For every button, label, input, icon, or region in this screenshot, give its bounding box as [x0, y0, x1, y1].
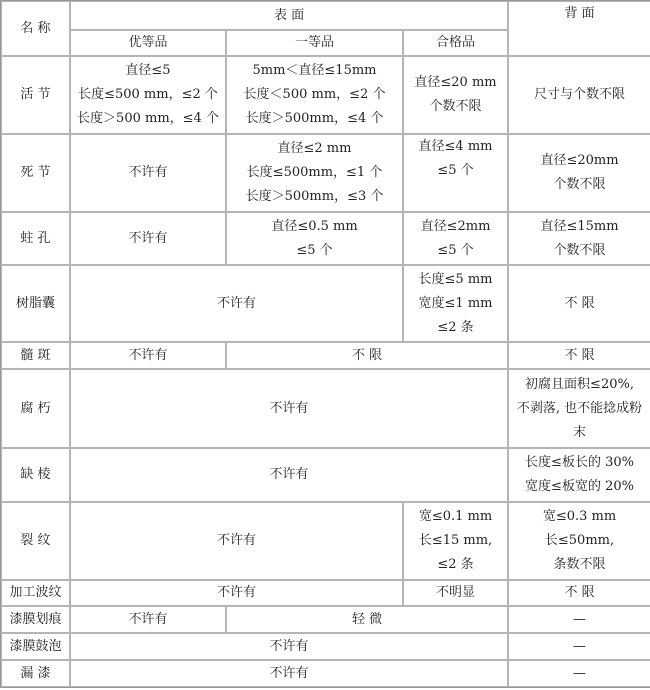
cell — [70, 56, 226, 134]
cell — [70, 660, 508, 687]
cell-text: 裂 纹 — [20, 533, 51, 548]
row-name — [1, 56, 70, 134]
cell-text: 长度＞500 mm，≤4 个 — [77, 111, 219, 126]
grade2-text: 一等品 — [294, 35, 334, 50]
cell-text: 漆膜划痕 — [9, 611, 62, 627]
cell — [508, 448, 650, 502]
header-surface — [70, 1, 508, 30]
cell-text: 不许有 — [216, 295, 256, 311]
table-row — [1, 134, 650, 212]
row-name — [1, 212, 70, 265]
cell-text: 髓 斑 — [20, 347, 51, 363]
cell-text: 不许有 — [269, 400, 309, 416]
cell — [403, 134, 508, 212]
cell-text: 死 节 — [20, 165, 51, 180]
cell-text: 树脂囊 — [15, 295, 55, 311]
cell-text: 轻 微 — [351, 611, 383, 627]
cell-text: 腐 朽 — [20, 400, 51, 416]
cell — [403, 212, 508, 265]
cell-text: 直径≤15mm — [540, 218, 619, 234]
cell-text: 不许有 — [128, 347, 168, 363]
header-grade1 — [70, 30, 226, 56]
cell — [226, 212, 403, 265]
cell — [403, 265, 508, 342]
cell-text: 长度≤500mm，≤1 个 — [246, 165, 383, 180]
row-name — [1, 342, 70, 369]
cell-text: 不许有 — [128, 611, 168, 627]
cell-text: 长度＞500mm，≤4 个 — [245, 111, 384, 126]
cell — [226, 606, 508, 633]
cell-text: 不许有 — [216, 533, 256, 548]
cell — [226, 342, 508, 369]
cell — [70, 606, 226, 633]
row-name — [1, 606, 70, 633]
cell-text: 宽度≤板宽的 20% — [525, 479, 634, 494]
row-name — [1, 633, 70, 660]
cell-text: 初腐且面积≤20%, — [525, 376, 634, 392]
table-row — [1, 502, 650, 580]
cell — [70, 212, 226, 265]
cell — [70, 633, 508, 660]
table-row — [1, 606, 650, 633]
cell-text: — — [573, 638, 587, 654]
cell-text: 缺 棱 — [20, 467, 51, 482]
cell-text: 不许有 — [128, 230, 168, 246]
table-row — [1, 660, 650, 687]
cell — [508, 633, 650, 660]
cell — [70, 134, 226, 212]
cell-text: 长度＜500 mm，≤2 个 — [243, 87, 386, 102]
cell — [70, 369, 508, 448]
cell-text: ≤5 个 — [437, 242, 474, 258]
cell-text: ≤2 条 — [437, 319, 474, 335]
cell — [70, 502, 403, 580]
row-name — [1, 660, 70, 687]
cell-text: 直径≤2 mm — [277, 141, 352, 156]
cell-text: 直径≤0.5 mm — [271, 218, 358, 234]
cell-text: 个数不限 — [429, 99, 482, 114]
cell-text: 漆膜鼓泡 — [9, 638, 62, 654]
cell-text: 漏 漆 — [20, 665, 51, 681]
cell-text: 长度≤板长的 30% — [525, 455, 634, 470]
cell-text: 条数不限 — [553, 557, 606, 572]
cell — [70, 448, 508, 502]
table-row — [1, 212, 650, 265]
cell — [226, 56, 403, 134]
row-name — [1, 134, 70, 212]
header-name-text: 名 称 — [20, 20, 51, 36]
cell-text: 尺寸与个数不限 — [534, 87, 626, 102]
cell-text: 不 限 — [564, 295, 595, 311]
table-row — [1, 369, 650, 448]
cell-text: 不 限 — [564, 585, 595, 600]
cell-text: 长度≤500 mm，≤2 个 — [78, 87, 218, 102]
cell — [403, 502, 508, 580]
row-name — [1, 580, 70, 606]
header-name — [1, 1, 70, 56]
table-row — [1, 580, 650, 606]
cell — [508, 606, 650, 633]
cell-text: 个数不限 — [553, 177, 606, 192]
cell — [70, 342, 226, 369]
cell-text: 不许有 — [269, 638, 309, 654]
cell-text: ≤2 条 — [437, 557, 474, 572]
table-row — [1, 633, 650, 660]
cell-text: 蛀 孔 — [20, 230, 51, 246]
header-grade3 — [403, 30, 508, 56]
cell-text: 长度＞500mm，≤3 个 — [245, 189, 384, 204]
cell — [508, 369, 650, 448]
table-row — [1, 265, 650, 342]
cell — [508, 502, 650, 580]
cell-text: 直径≤5 — [125, 63, 171, 78]
cell — [403, 580, 508, 606]
cell-text: 不 限 — [351, 347, 383, 363]
grade3-text: 合格品 — [436, 35, 476, 50]
cell-text: 不明显 — [436, 585, 476, 600]
cell — [508, 580, 650, 606]
cell-text: 末 — [573, 424, 587, 440]
cell — [508, 134, 650, 212]
cell — [70, 265, 403, 342]
cell-text: 直径≤20mm — [540, 153, 619, 168]
cell-text: 不 限 — [564, 347, 595, 363]
row-name — [1, 265, 70, 342]
header-back — [508, 1, 650, 56]
cell-text: ≤5 个 — [437, 163, 474, 178]
cell-text: 宽≤0.3 mm — [542, 509, 617, 524]
cell-text: 不剥落, 也不能捻成粉 — [516, 400, 643, 416]
header-grade2 — [226, 30, 403, 56]
cell-text: 不许有 — [128, 165, 168, 180]
cell — [508, 342, 650, 369]
cell-text: 加工波纹 — [9, 585, 62, 600]
cell-text: ≤5 个 — [296, 242, 333, 258]
cell-text: 长≤15 mm, — [418, 533, 493, 548]
grade1-text: 优等品 — [128, 35, 168, 50]
cell-text: 不许有 — [216, 585, 256, 600]
cell-text: 直径≤20 mm — [414, 75, 497, 90]
table-row — [1, 342, 650, 369]
cell — [226, 134, 403, 212]
cell — [508, 56, 650, 134]
cell-text: 不许有 — [269, 467, 309, 482]
header-back-text: 背 面 — [564, 6, 595, 21]
cell-text: 直径≤4 mm — [418, 139, 493, 154]
header-surface-text: 表 面 — [273, 7, 305, 23]
cell — [403, 56, 508, 134]
cell-text: 长度≤5 mm — [418, 271, 493, 287]
cell-text: 宽≤0.1 mm — [418, 509, 493, 524]
table-row — [1, 56, 650, 134]
table-row — [1, 448, 650, 502]
cell-text: 不许有 — [269, 665, 309, 681]
cell-text: 长≤50mm, — [544, 533, 615, 548]
row-name — [1, 502, 70, 580]
cell-text: 活 节 — [20, 87, 51, 102]
cell-text: 直径≤2mm — [420, 218, 491, 234]
cell — [508, 265, 650, 342]
cell-text: 宽度≤1 mm — [418, 295, 493, 311]
row-name — [1, 369, 70, 448]
row-name — [1, 448, 70, 502]
cell-text: 个数不限 — [553, 242, 606, 258]
cell-text: 5mm＜直径≤15mm — [252, 63, 377, 78]
cell-text: — — [573, 665, 587, 681]
cell-text: — — [573, 611, 587, 627]
cell — [70, 580, 403, 606]
cell — [508, 660, 650, 687]
cell — [508, 212, 650, 265]
